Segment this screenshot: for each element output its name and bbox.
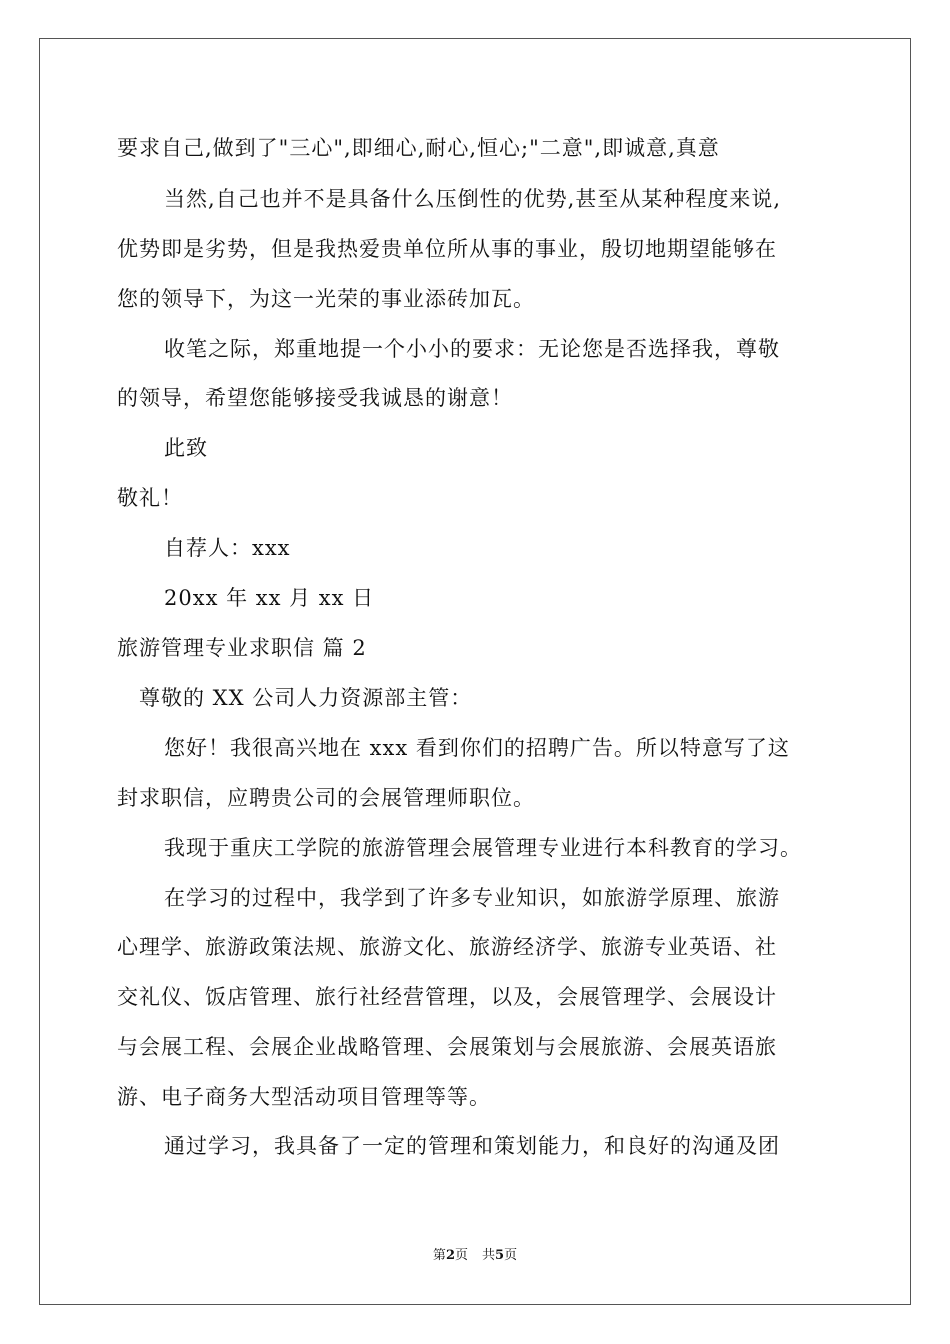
body-line: 收笔之际，郑重地提一个小小的要求：无论您是否选择我，尊敬: [164, 337, 780, 361]
page-border: [39, 38, 911, 1305]
body-line: 封求职信，应聘贵公司的会展管理师职位。: [117, 786, 535, 810]
footer-total-suffix: 页: [504, 1248, 518, 1263]
body-line: 游、电子商务大型活动项目管理等等。: [117, 1085, 491, 1109]
body-line: 您好！我很高兴地在 xxx 看到你们的招聘广告。所以特意写了这: [164, 736, 790, 760]
body-line: 我现于重庆工学院的旅游管理会展管理专业进行本科教育的学习。: [164, 836, 802, 860]
footer-page-mid: 页: [454, 1248, 468, 1263]
body-line: 交礼仪、饭店管理、旅行社经营管理，以及，会展管理学、会展设计: [117, 985, 777, 1009]
body-line: 您的领导下，为这一光荣的事业添砖加瓦。: [117, 287, 535, 311]
footer-page-prefix: 第: [432, 1248, 446, 1263]
body-line: 要求自己,做到了"三心",即细心,耐心,恒心;"二意",即诚意,真意: [117, 136, 720, 160]
body-line: 心理学、旅游政策法规、旅游文化、旅游经济学、旅游专业英语、社: [117, 935, 777, 959]
footer-page-current: 2: [445, 1248, 455, 1263]
signature-line: 自荐人：xxx: [164, 536, 291, 560]
section-heading: 旅游管理专业求职信 篇 2: [117, 636, 367, 660]
closing-regards: 敬礼！: [117, 486, 183, 510]
footer-page-total: 5: [495, 1248, 505, 1263]
body-line: 通过学习，我具备了一定的管理和策划能力，和良好的沟通及团: [164, 1134, 780, 1158]
body-line: 在学习的过程中，我学到了许多专业知识，如旅游学原理、旅游: [164, 886, 780, 910]
body-line: 的领导，希望您能够接受我诚恳的谢意！: [117, 386, 513, 410]
body-line: 当然,自己也并不是具备什么压倒性的优势,甚至从某种程度来说,: [164, 187, 782, 211]
letter-greeting: 尊敬的 XX 公司人力资源部主管：: [139, 686, 473, 710]
body-line: 与会展工程、会展企业战略管理、会展策划与会展旅游、会展英语旅: [117, 1035, 777, 1059]
date-line: 20xx 年 xx 月 xx 日: [164, 586, 375, 610]
footer-total-prefix: 共: [482, 1248, 496, 1263]
closing-salutation: 此致: [164, 436, 208, 460]
page-footer: [0, 1247, 950, 1265]
body-line: 优势即是劣势，但是我热爱贵单位所从事的事业，殷切地期望能够在: [117, 237, 777, 261]
